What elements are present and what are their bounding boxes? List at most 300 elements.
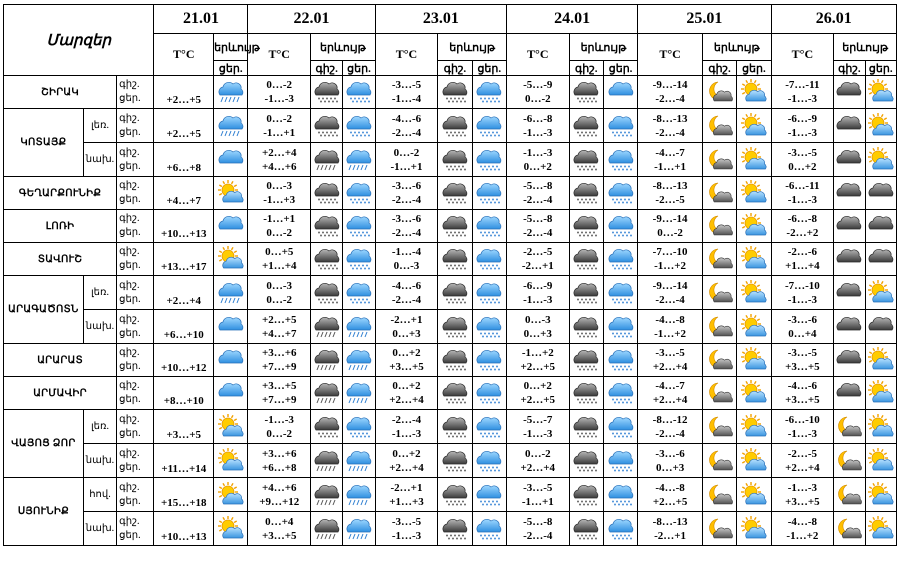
temperature-header: T°C <box>771 34 834 76</box>
cloud-snow-dark-icon <box>571 148 601 172</box>
day-icon-cell <box>603 109 637 143</box>
weather-header: երևույթ <box>569 34 638 61</box>
region-name: ԱՐԱԳԱԾՈՏՆ <box>4 276 84 344</box>
cloud-snow-dark-icon <box>312 114 342 138</box>
cloud-snow-icon <box>474 148 504 172</box>
day-temp: -1…-4 <box>391 93 422 105</box>
cloud-snow-icon <box>344 247 374 271</box>
night-temp: -4…-8 <box>655 313 685 326</box>
night-temp: -3…-6 <box>655 447 685 460</box>
cloud-snow-icon <box>344 214 374 238</box>
night-icon-cell <box>569 444 603 478</box>
cloud-dark-icon <box>834 381 864 405</box>
night-icon-cell <box>834 410 865 444</box>
day-icon-cell <box>865 109 896 143</box>
night-temp: -8…-13 <box>652 515 688 528</box>
cloud-snow-dark-icon <box>571 415 601 439</box>
cloud-snow-dark-icon <box>571 181 601 205</box>
day-temp: +2…+4 <box>785 461 820 474</box>
cloud-snow-icon <box>474 114 504 138</box>
day-night-labels <box>117 344 154 377</box>
day-label: ցեր. <box>119 427 141 439</box>
moon-cloud-icon <box>834 449 864 473</box>
sun-cloud-icon <box>866 114 896 138</box>
temperature-cell <box>506 177 569 210</box>
cloud-snow-icon <box>606 247 636 271</box>
night-label: գիշ. <box>119 313 140 325</box>
day-label: ցեր. <box>119 495 141 507</box>
cloud-rain-icon <box>216 281 246 305</box>
temperature-cell <box>375 276 438 310</box>
sun-cloud-icon <box>866 281 896 305</box>
temperature-cell <box>771 410 834 444</box>
cloud-rain-icon <box>216 80 246 104</box>
day-temp: 0…-3 <box>393 260 420 272</box>
table-row <box>4 177 897 210</box>
temperature-header: T°C <box>638 34 703 76</box>
table-row <box>4 276 897 310</box>
day-icon-cell <box>472 344 506 377</box>
cloud-rain-icon <box>216 114 246 138</box>
night-label: գիշ. <box>119 146 140 158</box>
temperature-cell <box>506 344 569 377</box>
cloud-snow-dark-icon <box>571 517 601 541</box>
night-icon-cell <box>702 512 736 546</box>
temperature-cell <box>638 177 703 210</box>
night-temp: -4…-7 <box>655 380 685 392</box>
temperature-cell <box>506 444 569 478</box>
night-temp: 0…-2 <box>266 79 293 91</box>
cloud-snow-dark-icon <box>440 181 470 205</box>
day-night-labels <box>117 109 154 143</box>
day-temp: -1…+2 <box>654 260 687 272</box>
temperature-cell <box>375 512 438 546</box>
night-temp: -2…-5 <box>523 246 553 258</box>
temperature-cell <box>771 143 834 177</box>
temperature-header: T°C <box>154 34 214 76</box>
day-icon-cell <box>865 310 896 344</box>
day-temp: +3…+5 <box>389 361 424 373</box>
zone-label: հով. <box>83 478 116 512</box>
day-temp: -2…-4 <box>655 93 685 105</box>
cloud-rain-dark-icon <box>312 517 342 541</box>
night-icon-cell <box>438 76 472 109</box>
temperature-cell <box>771 243 834 276</box>
cloud-snow-icon <box>606 449 636 473</box>
night-icon-cell <box>834 143 865 177</box>
night-label: գիշ. <box>119 279 140 291</box>
night-icon-cell <box>311 276 343 310</box>
day-icon-cell <box>343 377 375 410</box>
moon-cloud-icon <box>705 80 735 104</box>
night-temp: 0…+2 <box>392 447 421 460</box>
cloud-snow-icon <box>344 80 374 104</box>
temperature-cell <box>638 210 703 243</box>
cloud-snow-dark-icon <box>440 80 470 104</box>
night-icon-cell <box>438 210 472 243</box>
cloud-snow-icon <box>474 348 504 372</box>
night-label: գիշ. <box>119 79 140 90</box>
night-icon-cell <box>438 377 472 410</box>
day-temp: +9…+12 <box>259 495 300 508</box>
day-icon-cell <box>472 143 506 177</box>
moon-cloud-icon <box>705 148 735 172</box>
night-label: գիշ. <box>119 213 140 224</box>
cloud-dark-icon <box>834 80 864 104</box>
day-temp: -2…-4 <box>391 227 422 239</box>
moon-cloud-icon <box>705 247 735 271</box>
night-icon-cell <box>569 512 603 546</box>
cloud-snow-dark-icon <box>571 281 601 305</box>
day-temp: -1…-3 <box>264 93 294 105</box>
night-temp: -1…+2 <box>521 347 554 359</box>
night-icon-cell <box>438 512 472 546</box>
night-temp: -5…-8 <box>523 515 553 528</box>
moon-cloud-icon <box>705 114 735 138</box>
temperature-cell <box>771 377 834 410</box>
day-icon-cell <box>472 444 506 478</box>
temperature-cell <box>248 109 311 143</box>
night-icon-cell <box>834 344 865 377</box>
night-icon-cell <box>438 344 472 377</box>
cloud-rain-dark-icon <box>312 348 342 372</box>
day-icon-cell <box>603 478 637 512</box>
day-icon-cell <box>737 143 771 177</box>
night-icon-cell <box>438 243 472 276</box>
cloud-rain-icon <box>344 449 374 473</box>
day-temp: +2…+5 <box>520 394 556 406</box>
temperature-cell <box>771 444 834 478</box>
cloud-snow-dark-icon <box>312 281 342 305</box>
cloud-snow-icon <box>474 483 504 507</box>
moon-cloud-icon <box>834 415 864 439</box>
night-icon-cell <box>569 410 603 444</box>
night-temp: -3…-5 <box>391 79 422 91</box>
cloud-dark-icon <box>834 181 864 205</box>
zone-label: նախ. <box>83 310 116 344</box>
night-temp: 0…-2 <box>393 146 420 159</box>
weather-icon-cell <box>214 109 248 143</box>
day-icon-cell <box>865 410 896 444</box>
date-header: 21.01 <box>154 5 248 34</box>
cloud-rain-icon <box>344 483 374 507</box>
day-temp: 0…-2 <box>266 293 293 306</box>
day-icon-cell <box>472 243 506 276</box>
temperature-cell <box>248 478 311 512</box>
weather-icon-cell <box>214 344 248 377</box>
night-temp: -5…-8 <box>523 180 553 192</box>
night-temp: 0…-3 <box>266 279 293 292</box>
region-name: ԱՐՄԱՎԻՐ <box>4 377 117 410</box>
temperature-cell: +6…+10 <box>154 310 214 344</box>
day-icon-cell <box>737 243 771 276</box>
night-icon-cell <box>311 143 343 177</box>
cloud-snow-dark-icon <box>571 80 601 104</box>
cloud-rain-dark-icon <box>312 148 342 172</box>
day-icon-cell <box>865 243 896 276</box>
day-temp: -1…-3 <box>787 293 818 306</box>
day-temp: -1…-3 <box>787 194 818 206</box>
day-temp: -2…-4 <box>523 227 553 239</box>
day-temp: 0…-2 <box>266 227 293 239</box>
night-temp: +2…+5 <box>261 313 297 326</box>
temperature-cell <box>375 478 438 512</box>
temperature-cell: +3…+5 <box>154 410 214 444</box>
night-part-header: գիշ. <box>569 61 603 76</box>
night-icon-cell <box>702 276 736 310</box>
temperature-cell <box>248 276 311 310</box>
day-icon-cell <box>603 243 637 276</box>
night-temp: -3…-5 <box>787 146 818 159</box>
temperature-cell <box>375 243 438 276</box>
temperature-cell <box>638 444 703 478</box>
day-icon-cell <box>472 276 506 310</box>
night-temp: -5…-9 <box>523 79 553 91</box>
day-night-labels <box>117 210 154 243</box>
weather-icon-cell <box>214 210 248 243</box>
cloud-snow-dark-icon <box>440 148 470 172</box>
day-icon-cell <box>737 512 771 546</box>
sun-cloud-icon <box>216 415 246 439</box>
temperature-cell <box>771 310 834 344</box>
table-row <box>4 444 897 478</box>
night-temp: -9…-14 <box>652 79 688 91</box>
night-label: գիշ. <box>119 246 140 257</box>
day-icon-cell <box>865 444 896 478</box>
region-name: ՎԱՅՈՑ ՁՈՐ <box>4 410 84 478</box>
temperature-cell <box>375 210 438 243</box>
night-temp: -2…-5 <box>787 447 818 460</box>
cloud-dark-icon <box>834 214 864 238</box>
day-temp: +2…+5 <box>652 495 688 508</box>
temperature-cell <box>506 410 569 444</box>
night-icon-cell <box>834 177 865 210</box>
night-label: գիշ. <box>119 413 140 425</box>
day-night-labels <box>117 243 154 276</box>
night-icon-cell <box>834 310 865 344</box>
night-temp: -6…-11 <box>785 180 820 192</box>
night-temp: -8…-13 <box>652 180 688 192</box>
night-temp: -2…-4 <box>391 413 422 426</box>
night-temp: +3…+6 <box>261 347 297 359</box>
day-temp: -1…-3 <box>523 126 553 139</box>
temperature-header: T°C <box>375 34 438 76</box>
night-temp: -3…-5 <box>787 347 818 359</box>
day-temp: -1…-3 <box>523 427 553 440</box>
day-icon-cell <box>603 310 637 344</box>
day-icon-cell <box>472 377 506 410</box>
day-icon-cell <box>472 512 506 546</box>
day-icon-cell <box>737 444 771 478</box>
cloud-snow-dark-icon <box>440 214 470 238</box>
day-temp: 0…+2 <box>788 160 817 173</box>
day-night-labels <box>117 76 154 109</box>
cloud-snow-dark-icon <box>571 449 601 473</box>
day-icon-cell <box>865 143 896 177</box>
day-icon-cell <box>865 276 896 310</box>
temperature-cell: +4…+7 <box>154 177 214 210</box>
cloud-snow-dark-icon <box>571 315 601 339</box>
night-temp: 0…-3 <box>524 313 551 326</box>
night-icon-cell <box>834 109 865 143</box>
day-icon-cell <box>865 76 896 109</box>
night-temp: -4…-8 <box>787 515 818 528</box>
day-icon-cell <box>343 109 375 143</box>
weather-header: երևույթ <box>438 34 507 61</box>
temperature-cell <box>248 143 311 177</box>
day-temp: -1…+3 <box>263 194 296 206</box>
night-temp: +3…+6 <box>261 447 297 460</box>
date-header: 24.01 <box>506 5 637 34</box>
weather-icon-cell <box>214 143 248 177</box>
night-icon-cell <box>834 76 865 109</box>
night-temp: -5…-8 <box>523 213 553 225</box>
sun-cloud-icon <box>216 483 246 507</box>
day-temp: +3…+5 <box>785 361 820 373</box>
day-temp: -2…-4 <box>655 427 685 440</box>
temperature-cell <box>771 276 834 310</box>
day-label: ցեր. <box>119 93 141 104</box>
cloud-snow-dark-icon <box>440 517 470 541</box>
day-icon-cell <box>865 210 896 243</box>
temperature-cell <box>375 143 438 177</box>
cloud-snow-icon <box>474 517 504 541</box>
cloud-snow-icon <box>606 148 636 172</box>
day-temp: +1…+4 <box>261 260 297 272</box>
cloud-snow-icon <box>606 381 636 405</box>
day-icon-cell <box>865 478 896 512</box>
temperature-cell: +11…+14 <box>154 444 214 478</box>
temperature-cell <box>638 243 703 276</box>
night-label: գիշ. <box>119 380 140 391</box>
day-temp: -2…+1 <box>654 529 687 542</box>
night-icon-cell <box>311 76 343 109</box>
cloud-snow-dark-icon <box>440 247 470 271</box>
cloud-dark-icon <box>834 315 864 339</box>
night-temp: -7…-10 <box>652 246 688 258</box>
temperature-cell <box>638 310 703 344</box>
temperature-cell <box>375 310 438 344</box>
sun-cloud-icon <box>866 415 896 439</box>
temperature-cell: +10…+13 <box>154 210 214 243</box>
sun-cloud-icon <box>739 415 769 439</box>
temperature-cell <box>771 177 834 210</box>
day-night-labels <box>117 177 154 210</box>
night-temp: -9…-14 <box>652 213 688 225</box>
day-icon-cell <box>472 410 506 444</box>
night-icon-cell <box>702 478 736 512</box>
night-temp: 0…+5 <box>265 246 294 258</box>
region-name: ՍՅՈՒՆԻՔ <box>4 478 84 546</box>
day-icon-cell <box>737 177 771 210</box>
night-temp: -8…-12 <box>652 413 688 426</box>
day-icon-cell <box>737 377 771 410</box>
day-part-header: ցեր. <box>214 61 248 76</box>
day-temp: -2…-4 <box>391 126 422 139</box>
temperature-cell <box>248 210 311 243</box>
cloud-snow-dark-icon <box>440 315 470 339</box>
table-row <box>4 512 897 546</box>
night-temp: -4…-7 <box>655 146 685 159</box>
temperature-cell <box>248 377 311 410</box>
day-icon-cell <box>472 210 506 243</box>
day-icon-cell <box>603 76 637 109</box>
day-icon-cell <box>343 512 375 546</box>
forecast-table <box>3 4 897 546</box>
cloud-snow-dark-icon <box>571 348 601 372</box>
cloud-snow-icon <box>606 281 636 305</box>
day-temp: -1…+1 <box>390 160 423 173</box>
night-icon-cell <box>834 444 865 478</box>
night-temp: -6…-8 <box>787 213 818 225</box>
regions-header: Մարզեր <box>4 5 154 76</box>
moon-cloud-icon <box>705 415 735 439</box>
day-temp: -1…-3 <box>391 529 422 542</box>
day-temp: 0…+3 <box>655 461 685 474</box>
cloud-snow-icon <box>474 214 504 238</box>
cloud-snow-icon <box>344 281 374 305</box>
sun-cloud-icon <box>866 80 896 104</box>
night-temp: -1…-3 <box>523 146 553 159</box>
night-temp: -7…-11 <box>785 79 820 91</box>
temperature-cell: +6…+8 <box>154 143 214 177</box>
moon-cloud-icon <box>834 483 864 507</box>
night-temp: -3…-6 <box>391 180 422 192</box>
moon-cloud-icon <box>705 181 735 205</box>
night-icon-cell <box>569 310 603 344</box>
cloud-snow-icon <box>474 181 504 205</box>
day-icon-cell <box>603 177 637 210</box>
temperature-cell <box>375 76 438 109</box>
day-temp: +1…+4 <box>785 260 820 272</box>
header-row-dates <box>4 5 897 34</box>
cloud-snow-icon <box>606 348 636 372</box>
day-icon-cell <box>603 143 637 177</box>
zone-label: նախ. <box>83 143 116 177</box>
cloud-snow-dark-icon <box>312 80 342 104</box>
sun-cloud-icon <box>866 449 896 473</box>
zone-label: նախ. <box>83 444 116 478</box>
night-icon-cell <box>569 143 603 177</box>
day-night-labels <box>117 512 154 546</box>
sun-cloud-icon <box>739 214 769 238</box>
day-night-labels <box>117 478 154 512</box>
sun-cloud-icon <box>739 181 769 205</box>
cloud-icon <box>216 214 246 238</box>
night-temp: -2…+1 <box>390 481 423 494</box>
day-label: ցեր. <box>119 461 141 473</box>
day-temp: 0…-2 <box>266 427 293 440</box>
night-temp: -1…-3 <box>787 481 818 494</box>
cloud-snow-icon <box>474 415 504 439</box>
moon-cloud-icon <box>705 315 735 339</box>
day-label: ցեր. <box>119 126 141 138</box>
date-header: 23.01 <box>375 5 506 34</box>
night-icon-cell <box>834 478 865 512</box>
day-part-header: ցեր. <box>603 61 637 76</box>
night-temp: +4…+6 <box>261 481 297 494</box>
table-row <box>4 243 897 276</box>
temperature-cell <box>248 410 311 444</box>
night-icon-cell <box>438 410 472 444</box>
night-icon-cell <box>702 377 736 410</box>
night-part-header: գիշ. <box>438 61 472 76</box>
temperature-cell <box>375 377 438 410</box>
day-part-header: ցեր. <box>472 61 506 76</box>
night-icon-cell <box>438 478 472 512</box>
sun-cloud-icon <box>739 281 769 305</box>
night-icon-cell <box>702 243 736 276</box>
